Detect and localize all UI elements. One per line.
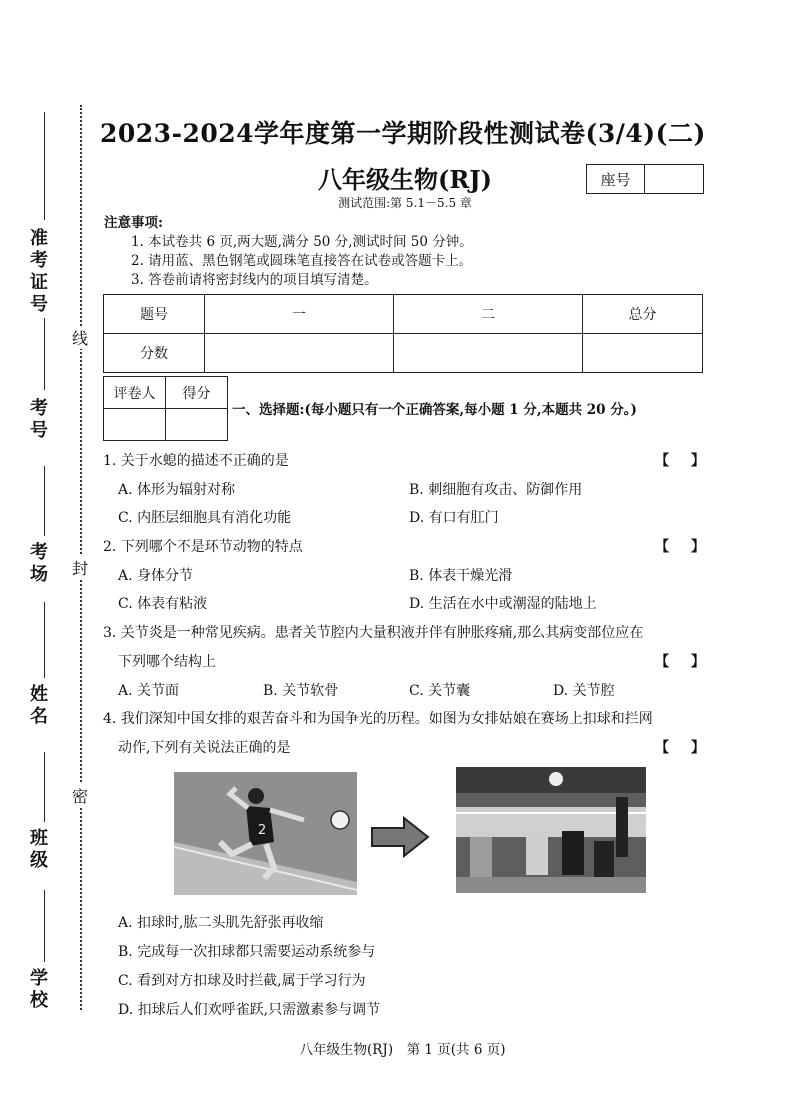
spike-photo	[174, 772, 357, 895]
exam-title: 2023-2024学年度第一学期阶段性测试卷(3/4)(二)	[100, 119, 706, 148]
note-item: 2. 请用蓝、黑色钢笔或圆珠笔直接答在试卷或答题卡上。	[131, 253, 473, 269]
arrow-icon	[370, 816, 430, 862]
score-row-label: 分数	[104, 334, 205, 373]
answer-bracket-4[interactable]: 【】	[655, 740, 727, 756]
grader-label: 评卷人	[104, 377, 166, 409]
score-cell[interactable]	[583, 334, 703, 373]
block-photo-drawing	[456, 767, 646, 893]
field-label-exam-room: 考场	[30, 542, 48, 585]
score-cell[interactable]	[394, 334, 583, 373]
q2-option-a[interactable]: A. 身体分节	[118, 568, 194, 584]
score-header-cell: 总分	[583, 295, 703, 334]
field-line-exam-room[interactable]	[44, 466, 45, 536]
question-2-stem: 2. 下列哪个不是环节动物的特点	[103, 539, 303, 555]
score-label: 得分	[166, 377, 228, 409]
block-photo	[456, 767, 646, 893]
q1-option-a[interactable]: A. 体形为辐射对称	[118, 482, 236, 498]
q4-option-b[interactable]: B. 完成每一次扣球都只需要运动系统参与	[118, 944, 376, 960]
field-line-name[interactable]	[44, 602, 45, 678]
q4-option-c[interactable]: C. 看到对方扣球及时拦截,属于学习行为	[118, 973, 366, 989]
seat-label: 座号	[587, 165, 645, 193]
test-range: 测试范围:第 5.1－5.5 章	[338, 196, 472, 210]
seat-number-box	[586, 164, 704, 194]
question-3-stem: 3. 关节炎是一种常见疾病。患者关节腔内大量积液并伴有肿胀疼痛,那么其病变部位应在	[103, 625, 644, 641]
answer-bracket-3[interactable]: 【】	[655, 654, 727, 670]
field-label-school: 学校	[30, 968, 48, 1011]
field-label-name: 姓名	[30, 684, 48, 727]
score-header-cell: 一	[205, 295, 394, 334]
field-label-exam-no: 考号	[30, 398, 48, 441]
q3-option-b[interactable]: B. 关节软骨	[263, 683, 339, 699]
q1-option-b[interactable]: B. 刺细胞有攻击、防御作用	[409, 482, 583, 498]
notes-heading: 注意事项:	[104, 215, 163, 231]
seal-char-seal: 封	[70, 556, 90, 579]
note-item: 3. 答卷前请将密封线内的项目填写清楚。	[131, 272, 378, 288]
q2-option-b[interactable]: B. 体表干燥光滑	[409, 568, 513, 584]
score-header-cell: 题号	[104, 295, 205, 334]
score-cell[interactable]	[205, 334, 394, 373]
field-line-exam-no[interactable]	[44, 318, 45, 390]
field-line-school[interactable]	[44, 890, 45, 962]
seal-char-line: 线	[70, 326, 90, 349]
note-item: 1. 本试卷共 6 页,两大题,满分 50 分,测试时间 50 分钟。	[131, 234, 473, 250]
grader-table	[103, 376, 228, 441]
field-label-ticket-no: 准考证号	[30, 228, 48, 315]
score-header-cell: 二	[394, 295, 583, 334]
score-table	[103, 294, 703, 373]
seal-char-secret: 密	[70, 784, 90, 807]
question-3-stem-cont: 下列哪个结构上	[118, 654, 216, 670]
question-1-stem: 1. 关于水螅的描述不正确的是	[103, 453, 289, 469]
grader-cell[interactable]	[104, 409, 166, 441]
section-heading: 一、选择题:(每小题只有一个正确答案,每小题 1 分,本题共 20 分。)	[232, 402, 637, 418]
q1-option-c[interactable]: C. 内胚层细胞具有消化功能	[118, 510, 292, 526]
page-footer: 八年级生物(RJ) 第 1 页(共 6 页)	[299, 1042, 506, 1058]
q1-option-d[interactable]: D. 有口有肛门	[409, 510, 499, 526]
q2-option-d[interactable]: D. 生活在水中或潮湿的陆地上	[409, 596, 597, 612]
notes	[104, 214, 473, 290]
field-line-class[interactable]	[44, 752, 45, 822]
q3-option-d[interactable]: D. 关节腔	[553, 683, 615, 699]
subject-title: 八年级生物(RJ)	[317, 165, 492, 194]
field-line-ticket-no[interactable]	[44, 112, 45, 220]
q4-option-d[interactable]: D. 扣球后人们欢呼雀跃,只需激素参与调节	[118, 1002, 381, 1018]
answer-bracket-2[interactable]: 【】	[655, 539, 727, 555]
score-cell[interactable]	[166, 409, 228, 441]
q3-option-c[interactable]: C. 关节囊	[409, 683, 471, 699]
q4-option-a[interactable]: A. 扣球时,肱二头肌先舒张再收缩	[118, 915, 324, 931]
spike-photo-drawing	[174, 772, 357, 895]
field-label-class: 班级	[30, 828, 48, 871]
answer-bracket-1[interactable]: 【】	[655, 453, 727, 469]
q2-option-c[interactable]: C. 体表有粘液	[118, 596, 208, 612]
question-4-stem: 4. 我们深知中国女排的艰苦奋斗和为国争光的历程。如图为女排姑娘在赛场上扣球和拦网	[103, 711, 653, 727]
q3-option-a[interactable]: A. 关节面	[118, 683, 180, 699]
jersey-number: 2	[258, 823, 267, 838]
question-4-stem-cont: 动作,下列有关说法正确的是	[118, 740, 291, 756]
